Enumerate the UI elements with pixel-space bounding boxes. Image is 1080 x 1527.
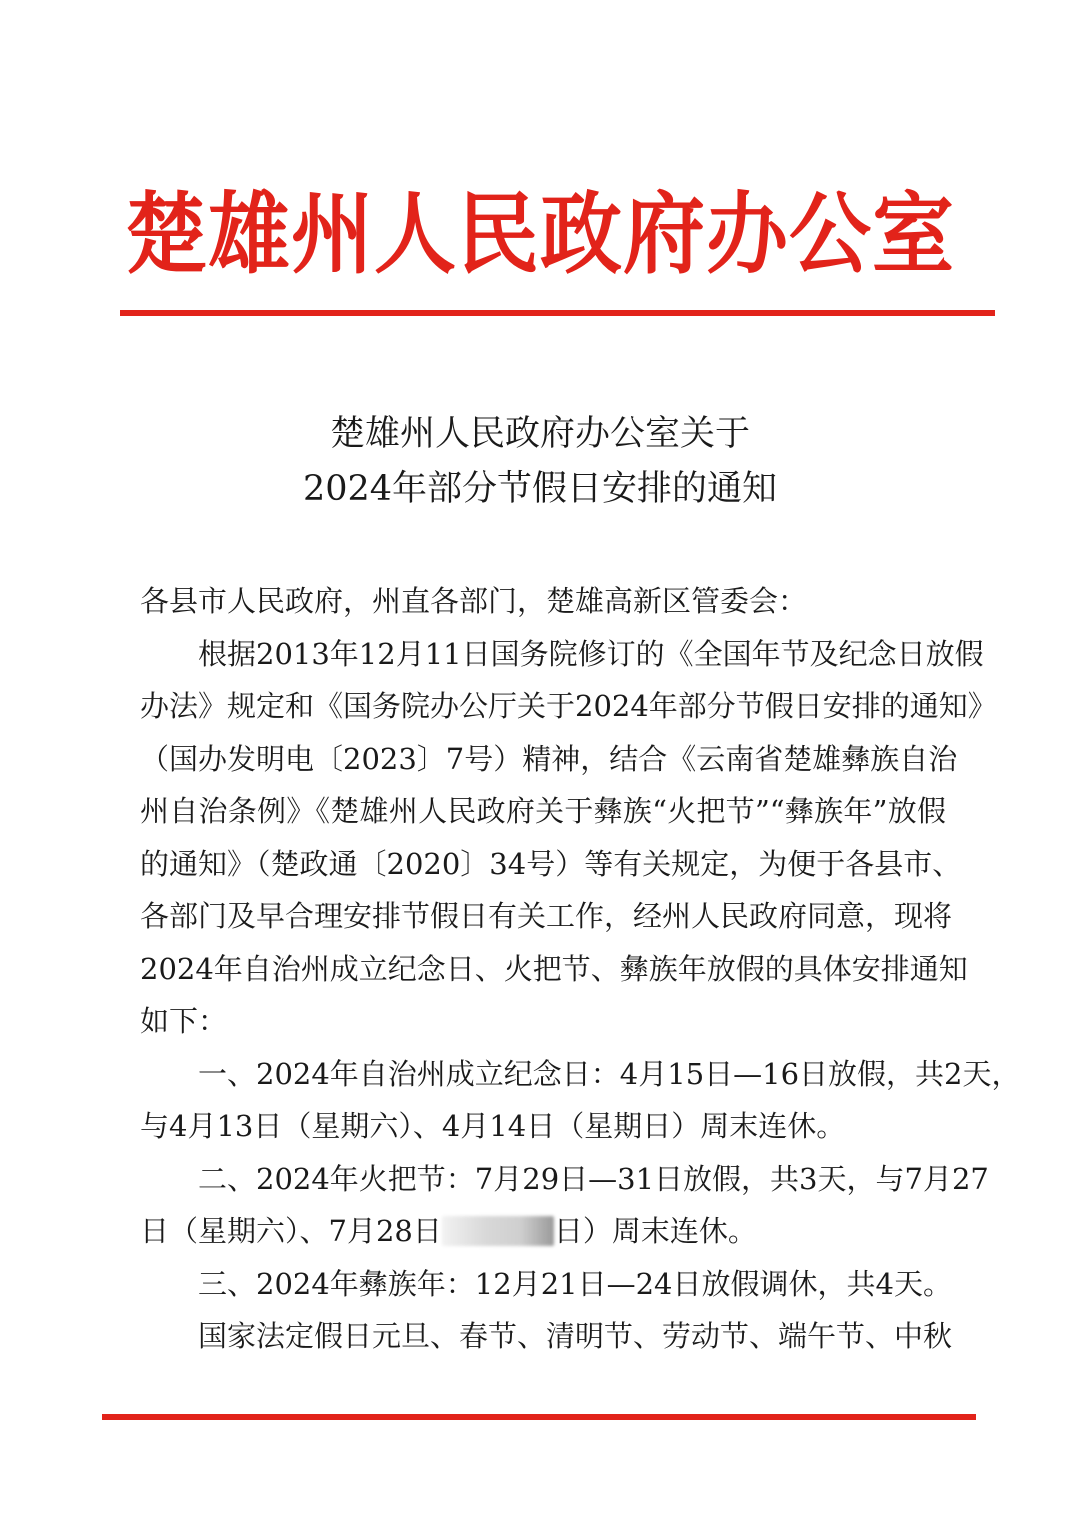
salutation: 各县市人民政府，州直各部门，楚雄高新区管委会： [140,584,808,618]
item-2-text-after: 日）周末连休。 [553,1214,757,1248]
item-2-text-before: 日（星期六）、7月28日 [140,1214,442,1248]
paragraph-1-line: （国办发明电〔2023〕7号）精神，结合《云南省楚雄彝族自治 [140,742,958,776]
paragraph-1-line: 如下： [140,1004,228,1038]
masthead-red-rule [120,310,995,316]
footer-red-rule [102,1414,976,1420]
paragraph-1-line: 根据2013年12月11日国务院修订的《全国年节及纪念日放假 [198,637,984,671]
paragraph-1-line: 的通知》（楚政通〔2020〕34号）等有关规定，为便于各县市、 [140,847,962,881]
paragraph-1-line: 办法》规定和《国务院办公厅关于2024年部分节假日安排的通知》 [140,689,997,723]
paragraph-1-line: 各部门及早合理安排节假日有关工作，经州人民政府同意，现将 [140,899,953,933]
item-2-line [140,1213,946,1249]
item-1-line: 与4月13日（星期六）、4月14日（星期日）周末连休。 [140,1109,846,1143]
masthead-title: 楚雄州人民政府办公室 [124,183,955,287]
item-2-line: 二、2024年火把节：7月29日—31日放假，共3天，与7月27 [198,1162,989,1196]
paragraph-last-line: 国家法定假日元旦、春节、清明节、劳动节、端午节、中秋 [198,1319,953,1353]
item-1-line: 一、2024年自治州成立纪念日：4月15日—16日放假，共2天， [198,1057,1021,1091]
item-3-line: 三、2024年彝族年：12月21日—24日放假调休，共4天。 [198,1267,952,1301]
document-title-line-2: 2024年部分节假日安排的通知 [302,469,778,509]
document-title-line-1: 楚雄州人民政府办公室关于 [329,414,750,454]
paragraph-1-line: 2024年自治州成立纪念日、火把节、彝族年放假的具体安排通知 [140,952,968,986]
redaction-blur [442,1216,554,1246]
paragraph-1-line: 州自治条例》《楚雄州人民政府关于彝族“火把节”“彝族年”放假 [140,794,946,828]
